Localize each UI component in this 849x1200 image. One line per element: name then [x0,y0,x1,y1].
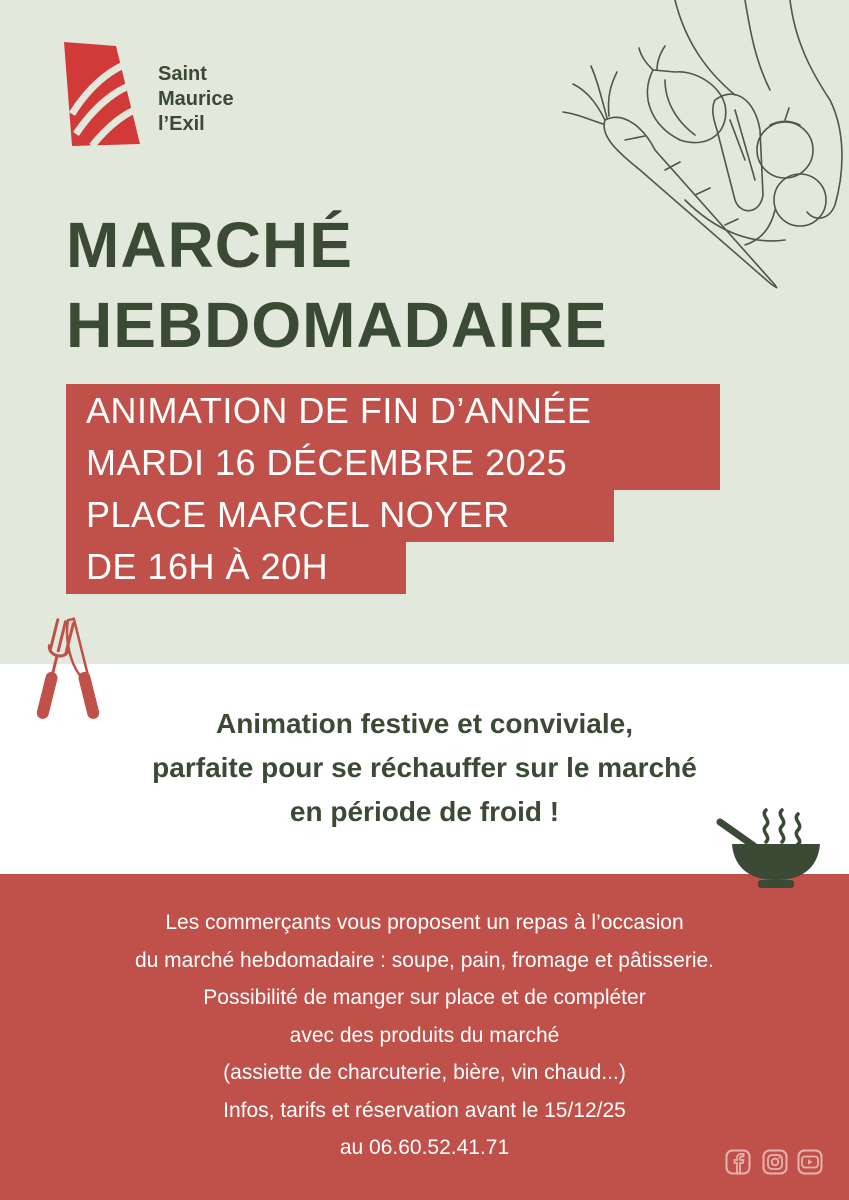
event-band [66,384,720,438]
logo [62,42,272,147]
logo-text [158,62,234,137]
logo-line: l’Exil [158,113,205,135]
tagline-line: en période de froid ! [289,796,560,827]
event-band [66,488,614,542]
event-band [66,540,406,594]
tagline-line: parfaite pour se réchauffer sur le marché [152,752,697,783]
title-line: MARCHÉ [66,209,353,281]
description-line: (assiette de charcuterie, bière, vin chaud...) [223,1061,626,1084]
youtube-icon[interactable] [797,1149,823,1175]
facebook-icon[interactable] [725,1149,751,1175]
saint-maurice-logo-icon [62,42,140,146]
page-title [66,205,608,365]
logo-line: Saint [158,63,207,85]
event-line: MARDI 16 DÉCEMBRE 2025 [86,442,568,483]
tagline-line: Animation festive et conviviale, [215,708,634,739]
instagram-icon[interactable] [762,1149,788,1175]
description-line: du marché hebdomadaire : soupe, pain, fromage et pâtisserie. [134,948,714,972]
soup-bowl-icon [716,808,824,892]
event-line: ANIMATION DE FIN D’ANNÉE [86,390,592,431]
logo-line: Maurice [158,88,234,110]
title-line: HEBDOMADAIRE [66,289,608,361]
event-line: PLACE MARCEL NOYER [86,494,510,535]
description-line: Possibilité de manger sur place et de compléter [203,986,646,1009]
description-line: Infos, tarifs et réservation avant le 15/12/25 [223,1098,626,1122]
event-band [66,436,720,490]
event-line: DE 16H À 20H [86,546,329,587]
social-links [725,1149,825,1177]
description-line: Les commerçants vous proposent un repas à l’occasion [165,911,684,934]
description-line: au 06.60.52.41.71 [339,1136,510,1159]
description [0,904,849,1167]
description-line: avec des produits du marché [289,1023,560,1047]
